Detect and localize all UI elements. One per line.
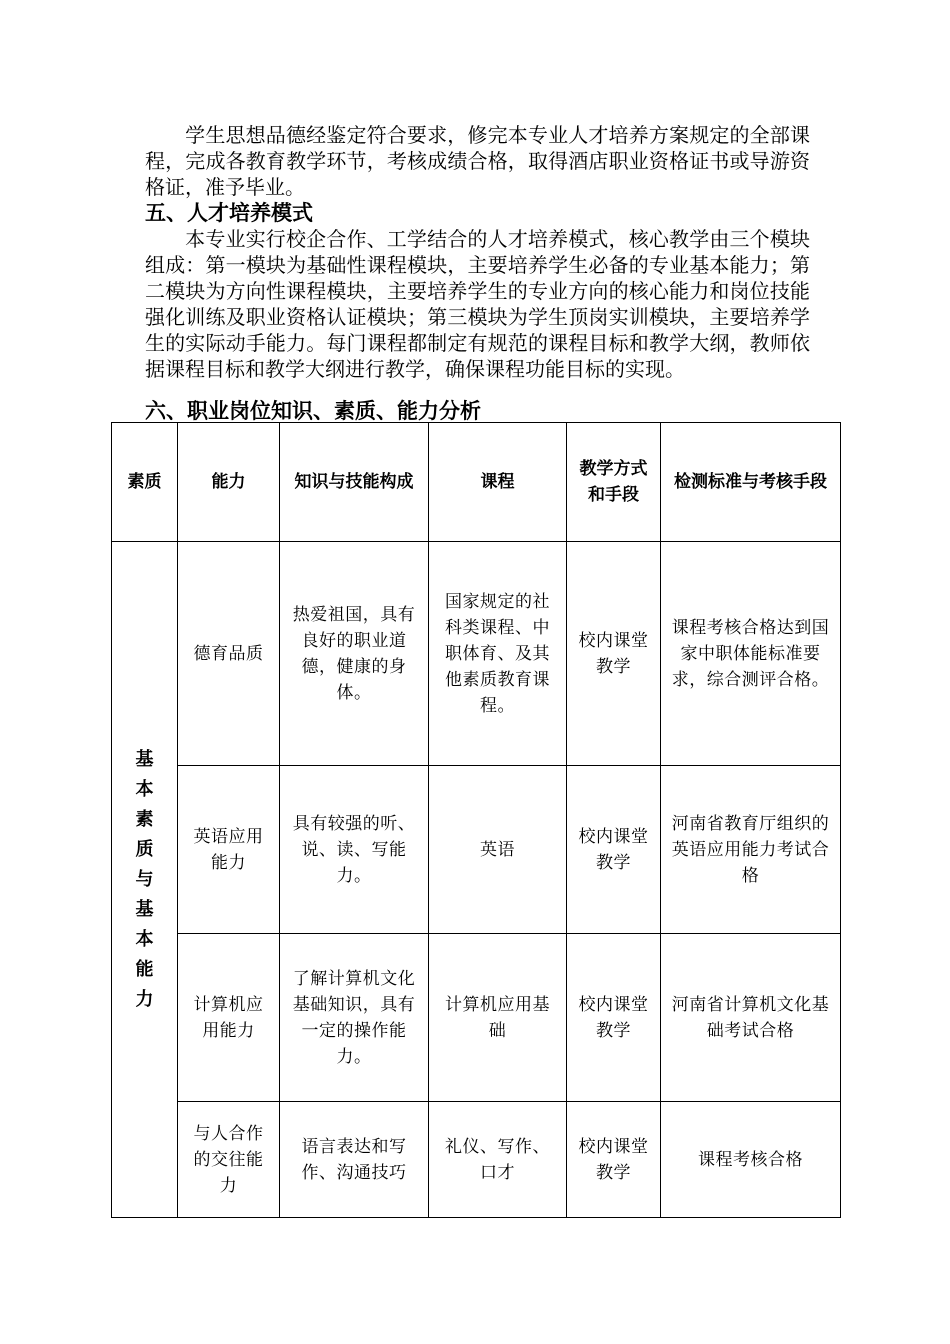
- table-header-row: [112, 423, 841, 542]
- ability-cell: 英语应用能力: [178, 766, 280, 934]
- table-row: [112, 934, 841, 1102]
- knowledge-cell: 语言表达和写作、沟通技巧: [280, 1102, 429, 1218]
- course-cell: 国家规定的社科类课程、中职体育、及其他素质教育课程。: [429, 542, 567, 766]
- method-cell: 校内课堂教学: [567, 766, 661, 934]
- standard-cell: 课程考核合格达到国家中职体能标准要求，综合测评合格。: [661, 542, 841, 766]
- standard-cell: 河南省教育厅组织的英语应用能力考试合格: [661, 766, 841, 934]
- method-cell: 校内课堂教学: [567, 934, 661, 1102]
- method-cell: 校内课堂教学: [567, 542, 661, 766]
- course-cell: 礼仪、写作、口才: [429, 1102, 567, 1218]
- knowledge-cell: 具有较强的听、说、读、写能力。: [280, 766, 429, 934]
- standard-cell: 课程考核合格: [661, 1102, 841, 1218]
- section5-text: 本专业实行校企合作、工学结合的人才培养模式，核心教学由三个模块组成：第一模块为基础性课程模块，主要培养学生必备的专业基本能力；第二模块为方向性课程模块，主要培养学生的专业方向的核心能力和岗位技能强化训练及职业资格认证模块；第三模块为学生顶岗实训模块，主要培养学生的实际动手能力。每门课程都制定有规范的课程目标和教学大纲，教师依据课程目标和教学大纲进行教学，确保课程功能目标的实现。: [145, 227, 810, 381]
- course-cell: 英语: [429, 766, 567, 934]
- table-row: [112, 766, 841, 934]
- section5-paragraph: [145, 226, 810, 382]
- table-row: [112, 542, 841, 766]
- section6-heading: 六、职业岗位知识、素质、能力分析: [145, 398, 481, 423]
- header-knowledge: 知识与技能构成: [280, 423, 429, 542]
- ability-cell: 计算机应用能力: [178, 934, 280, 1102]
- table-row: [112, 1102, 841, 1218]
- group-label: 基本素质与基本能力: [135, 748, 154, 1010]
- analysis-table: [111, 422, 841, 1218]
- knowledge-cell: 热爱祖国，具有良好的职业道德，健康的身体。: [280, 542, 429, 766]
- graduation-paragraph: [145, 122, 810, 200]
- header-method: 教学方式和手段: [567, 423, 661, 542]
- graduation-text: 学生思想品德经鉴定符合要求，修完本专业人才培养方案规定的全部课程，完成各教育教学环节，考核成绩合格，取得酒店职业资格证书或导游资格证，准予毕业。: [145, 123, 810, 199]
- header-course: 课程: [429, 423, 567, 542]
- group-cell: [112, 542, 178, 1218]
- course-cell: 计算机应用基础: [429, 934, 567, 1102]
- section5-heading: 五、人才培养模式: [145, 200, 313, 225]
- ability-cell: 德育品质: [178, 542, 280, 766]
- method-cell: 校内课堂教学: [567, 1102, 661, 1218]
- header-quality: 素质: [112, 423, 178, 542]
- header-standard: 检测标准与考核手段: [661, 423, 841, 542]
- knowledge-cell: 了解计算机文化基础知识，具有一定的操作能力。: [280, 934, 429, 1102]
- header-ability: 能力: [178, 423, 280, 542]
- ability-cell: 与人合作的交往能力: [178, 1102, 280, 1218]
- standard-cell: 河南省计算机文化基础考试合格: [661, 934, 841, 1102]
